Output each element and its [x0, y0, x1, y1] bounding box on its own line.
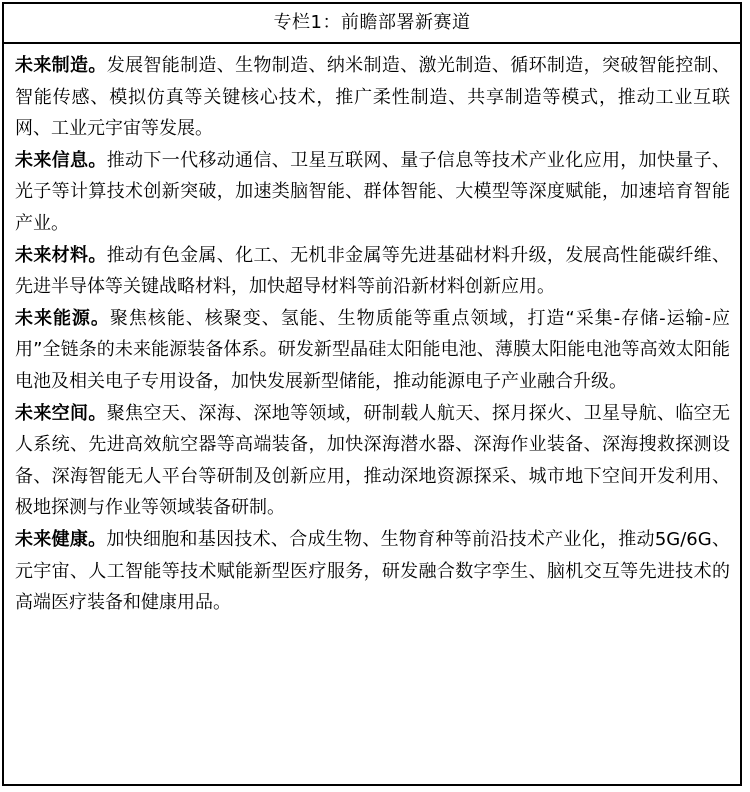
section-lead: 未来材料。: [15, 244, 107, 266]
section-lead: 未来制造。: [15, 55, 107, 76]
section-lead: 未来信息。: [15, 149, 107, 171]
section-future-space: [15, 398, 730, 524]
column-box: [2, 2, 742, 786]
section-future-energy: [15, 303, 730, 398]
section-future-information: [15, 145, 730, 240]
section-text: 推动有色金属、化工、无机非金属等先进基础材料升级，发展高性能碳纤维、先进半导体等关键战略材料，加快超导材料等前沿新材料创新应用。: [15, 244, 731, 298]
section-future-materials: [15, 240, 730, 303]
section-text: 聚焦核能、核聚变、氢能、生物质能等重点领域，打造“采集-存储-运输-应用”全链条的未来能源装备体系。研发新型晶硅太阳能电池、薄膜太阳能电池等高效太阳能电池及相关电子专用设备，加快发展新型储能，推动能源电子产业融合升级。: [15, 307, 731, 392]
section-future-manufacturing: [15, 50, 730, 145]
column-title: 专栏1：前瞻部署新赛道: [4, 4, 740, 44]
section-lead: 未来能源。: [15, 307, 110, 329]
section-lead: 未来空间。: [15, 402, 107, 424]
section-text: 发展智能制造、生物制造、纳米制造、激光制造、循环制造，突破智能控制、智能传感、模拟仿真等关键核心技术，推广柔性制造、共享制造等模式，推动工业互联网、工业元宇宙等发展。: [15, 55, 731, 140]
section-lead: 未来健康。: [15, 528, 107, 550]
section-text: 推动下一代移动通信、卫星互联网、量子信息等技术产业化应用，加快量子、光子等计算技术创新突破，加速类脑智能、群体智能、大模型等深度赋能，加速培育智能产业。: [15, 149, 731, 234]
section-text: 加快细胞和基因技术、合成生物、生物育种等前沿技术产业化，推动5G/6G、元宇宙、人工智能等技术赋能新型医疗服务，研发融合数字孪生、脑机交互等先进技术的高端医疗装备和健康用品。: [15, 528, 730, 614]
section-future-health: [15, 524, 730, 619]
section-text: 聚焦空天、深海、深地等领域，研制载人航天、探月探火、卫星导航、临空无人系统、先进高效航空器等高端装备，加快深海潜水器、深海作业装备、深海搜救探测设备、深海智能无人平台等研制及创新应用，推动深地资源探采、城市地下空间开发利用、极地探测与作业等领域装备研制。: [15, 402, 731, 519]
column-content: [4, 44, 740, 619]
